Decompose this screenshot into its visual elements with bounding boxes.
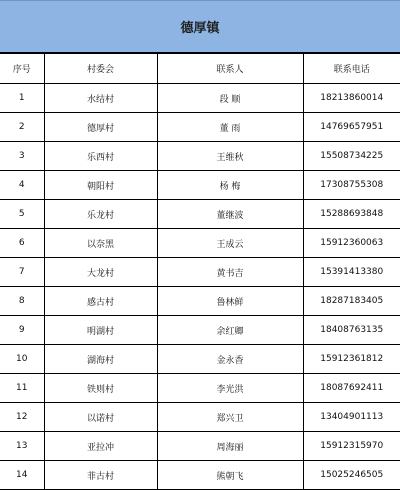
header-phone: 联系电话 xyxy=(303,54,400,84)
cell-contact: 鲁林鲜 xyxy=(157,287,303,316)
header-village: 村委会 xyxy=(44,54,157,84)
cell-contact: 金永香 xyxy=(157,345,303,374)
cell-village: 菲古村 xyxy=(44,461,157,490)
cell-village: 大龙村 xyxy=(44,258,157,287)
table-row xyxy=(0,200,400,229)
cell-phone: 15391413380 xyxy=(303,258,400,287)
cell-phone: 15025246505 xyxy=(303,461,400,490)
table-row xyxy=(0,345,400,374)
cell-contact: 段 顺 xyxy=(157,84,303,113)
cell-number: 1 xyxy=(0,84,44,113)
cell-number: 8 xyxy=(0,287,44,316)
table-row xyxy=(0,432,400,461)
cell-phone: 13404901113 xyxy=(303,403,400,432)
cell-number: 11 xyxy=(0,374,44,403)
cell-village: 湖海村 xyxy=(44,345,157,374)
cell-village: 亚拉冲 xyxy=(44,432,157,461)
cell-village: 乐西村 xyxy=(44,142,157,171)
cell-village: 以诺村 xyxy=(44,403,157,432)
cell-contact: 董 雨 xyxy=(157,113,303,142)
cell-contact: 熊朝飞 xyxy=(157,461,303,490)
cell-number: 14 xyxy=(0,461,44,490)
cell-contact: 王维秋 xyxy=(157,142,303,171)
cell-phone: 15912315970 xyxy=(303,432,400,461)
header-number: 序号 xyxy=(0,54,44,84)
cell-contact: 王成云 xyxy=(157,229,303,258)
cell-number: 4 xyxy=(0,171,44,200)
cell-number: 10 xyxy=(0,345,44,374)
table-row xyxy=(0,461,400,490)
table-row xyxy=(0,84,400,113)
cell-contact: 余红卿 xyxy=(157,316,303,345)
cell-phone: 15508734225 xyxy=(303,142,400,171)
sheet-title: 德厚镇 xyxy=(0,0,400,53)
cell-phone: 14769657951 xyxy=(303,113,400,142)
cell-village: 水结村 xyxy=(44,84,157,113)
cell-village: 乐龙村 xyxy=(44,200,157,229)
cell-phone: 15912361812 xyxy=(303,345,400,374)
cell-number: 13 xyxy=(0,432,44,461)
cell-number: 12 xyxy=(0,403,44,432)
cell-phone: 17308755308 xyxy=(303,171,400,200)
cell-number: 9 xyxy=(0,316,44,345)
cell-contact: 董继波 xyxy=(157,200,303,229)
table-row xyxy=(0,113,400,142)
cell-number: 5 xyxy=(0,200,44,229)
cell-number: 2 xyxy=(0,113,44,142)
cell-contact: 郑兴卫 xyxy=(157,403,303,432)
cell-phone: 18287183405 xyxy=(303,287,400,316)
cell-village: 明湖村 xyxy=(44,316,157,345)
table-row xyxy=(0,403,400,432)
cell-village: 德厚村 xyxy=(44,113,157,142)
header-contact: 联系人 xyxy=(157,54,303,84)
cell-phone: 18087692411 xyxy=(303,374,400,403)
cell-phone: 15288693848 xyxy=(303,200,400,229)
cell-village: 以奈黑 xyxy=(44,229,157,258)
header-row xyxy=(0,54,400,84)
table-row xyxy=(0,171,400,200)
cell-phone: 18213860014 xyxy=(303,84,400,113)
table-row xyxy=(0,316,400,345)
cell-village: 感古村 xyxy=(44,287,157,316)
cell-number: 3 xyxy=(0,142,44,171)
table-row xyxy=(0,142,400,171)
table-row xyxy=(0,374,400,403)
cell-contact: 周海丽 xyxy=(157,432,303,461)
cell-phone: 18408763135 xyxy=(303,316,400,345)
cell-number: 6 xyxy=(0,229,44,258)
table-row xyxy=(0,229,400,258)
cell-contact: 黄书吉 xyxy=(157,258,303,287)
cell-village: 铁则村 xyxy=(44,374,157,403)
contact-table xyxy=(0,53,400,490)
cell-village: 朝阳村 xyxy=(44,171,157,200)
cell-contact: 李光洪 xyxy=(157,374,303,403)
table-row xyxy=(0,258,400,287)
cell-contact: 杨 梅 xyxy=(157,171,303,200)
cell-number: 7 xyxy=(0,258,44,287)
table-row xyxy=(0,287,400,316)
cell-phone: 15912360063 xyxy=(303,229,400,258)
